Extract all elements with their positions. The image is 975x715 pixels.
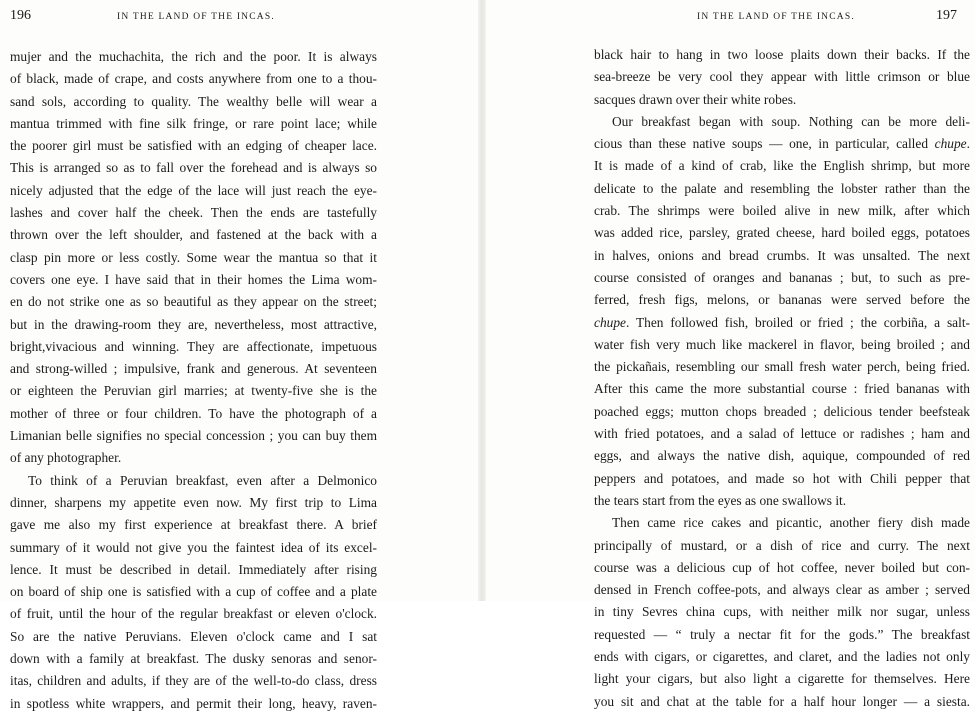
text-line: ferred, fresh figs, melons, or bananas were served before the (594, 292, 970, 308)
book-gutter (478, 0, 486, 601)
text-line: down with a family at breakfast. The dusky senoras and senor- (10, 651, 377, 667)
text-line: sand sols, according to quality. The wealthy belle will wear a (10, 93, 377, 109)
text-line: summary of it would not give you the faintest idea of its excel- (10, 539, 377, 555)
page-body-text (594, 44, 970, 713)
text-line: of any photographer. (10, 450, 122, 466)
text-line: nicely adjusted that the edge of the lace will just reach the eye- (10, 182, 377, 198)
text-line: gave me also my first experience at breakfast there. A brief (10, 517, 377, 533)
text-line: covers one eye. I have said that in their homes the Lima wom- (10, 271, 377, 287)
text-line: course was a delicious cup of hot coffee, never boiled but con- (594, 559, 970, 575)
text-line: in halves, onions and bread crumbs. It was unsalted. The next (594, 247, 970, 263)
text-line: Then came rice cakes and picantic, another fiery dish made (612, 515, 970, 531)
text-line: of black, made of crape, and costs anywhere from one to a thou- (10, 71, 377, 87)
text-line: principally of mustard, or a dish of rice and curry. The next (594, 537, 970, 553)
text-line: lashes and cover half the cheek. Then the ends are tastefully (10, 205, 377, 221)
text-line: light your cigars, but also light a cigarette for themselves. Here (594, 671, 970, 687)
running-head: IN THE LAND OF THE INCAS. (117, 12, 275, 22)
text-line: or eighteen the Peruvian girl marries; at twenty-five she is the (10, 383, 377, 399)
text-line: mother of three or four children. To have the photograph of a (10, 405, 377, 421)
text-line: clasp pin more or less costly. Some wear the mantua so that it (10, 249, 377, 265)
text-line: dinner, sharpens my appetite even now. My first trip to Lima (10, 494, 377, 510)
text-line: course consisted of oranges and bananas ; but, to such as pre- (594, 269, 970, 285)
text-line: mujer and the muchachita, the rich and the poor. It is always (10, 49, 377, 64)
text-line: itas, children and adults, if they are of the well-to-do class, dress (10, 673, 377, 689)
text-line: eggs, and always the native dish, aquique, compounded of red (594, 448, 970, 464)
text-line: peppers and potatoes, and made so hot with Chili pepper that (594, 470, 970, 486)
text-line: with fried potatoes, and a salad of lettuce or radishes ; ham and (594, 426, 970, 442)
text-line: the pickañais, resembling our small fresh water perch, being fried. (594, 359, 970, 375)
running-head: IN THE LAND OF THE INCAS. (697, 12, 855, 22)
text-line: on board of ship one is satisfied with a cup of coffee and a plate (10, 584, 377, 600)
text-line: you sit and chat at the table for a half hour longer — a siesta. (594, 693, 970, 709)
text-line: in tiny Sevres china cups, with neither milk nor sugar, unless (594, 604, 970, 620)
text-line: delicate to the palate and resembling the lobster rather than the (594, 180, 970, 196)
text-line: the poorer girl must be satisfied with an edging of cheaper lace. (10, 138, 377, 154)
text-line: ends with cigars, or cigarettes, and claret, and the ladies not only (594, 649, 970, 665)
text-line: lence. It must be described in detail. Immediately after rising (10, 561, 377, 577)
text-line: After this came the more substantial course : fried bananas with (594, 381, 970, 397)
text-line: cious than these native soups — one, in particular, called chupe. (594, 136, 970, 152)
left-page (0, 0, 478, 711)
text-line: bright,vivacious and winning. They are affectionate, impetuous (10, 338, 377, 354)
page-number: 196 (10, 8, 31, 23)
text-line: the tears start from the eyes as one swallows it. (594, 492, 847, 508)
text-line: mantua trimmed with fine silk fringe, or rare point lace; while (10, 115, 377, 131)
text-line: black hair to hang in two loose plaits down their backs. If the (594, 47, 970, 62)
text-line: and strong-willed ; impulsive, frank and generous. At seventeen (10, 361, 377, 377)
text-line: chupe. Then followed fish, broiled or fried ; the corbiña, a salt- (594, 314, 970, 330)
text-line: poached eggs; mutton chops breaded ; delicious tender beefsteak (594, 403, 970, 419)
text-line: thrown over the left shoulder, and fastened at the back with a (10, 227, 377, 243)
text-line: water fish very much like mackerel in flavor, being broiled ; and (594, 336, 970, 352)
text-line: This is arranged so as to fall over the forehead and is always so (10, 160, 377, 176)
text-line: So are the native Peruvians. Eleven o'clock came and I sat (10, 628, 377, 644)
text-line: crab. The shrimps were boiled alive in new milk, after which (594, 203, 970, 219)
text-line: It is made of a kind of crab, like the English shrimp, but more (594, 158, 970, 174)
page-body-text (10, 46, 377, 715)
text-line: en do not strike one as so beautiful as they appear on the street; (10, 294, 377, 310)
text-line: To think of a Peruvian breakfast, even after a Delmonico (28, 472, 377, 488)
text-line: in spotless white wrappers, and permit their long, heavy, raven- (10, 695, 377, 711)
page-number: 197 (936, 8, 957, 23)
text-line: but in the drawing-room they are, nevertheless, most attractive, (10, 316, 377, 332)
text-line: of fruit, until the hour of the regular breakfast or eleven o'clock. (10, 606, 377, 622)
text-line: Limanian belle signifies no special concession ; you can buy them (10, 428, 377, 444)
text-line: requested — “ truly a nectar fit for the gods.” The breakfast (594, 626, 970, 642)
text-line: sea-breeze be very cool they appear with little crimson or blue (594, 69, 970, 85)
text-line: densed in French coffee-pots, and always clear as amber ; served (594, 582, 970, 598)
right-page (486, 0, 975, 709)
text-line: was added rice, parsley, grated cheese, hard boiled eggs, potatoes (594, 225, 970, 241)
text-line: sacques drawn over their white robes. (594, 91, 797, 107)
text-line: Our breakfast began with soup. Nothing can be more deli- (612, 113, 970, 129)
